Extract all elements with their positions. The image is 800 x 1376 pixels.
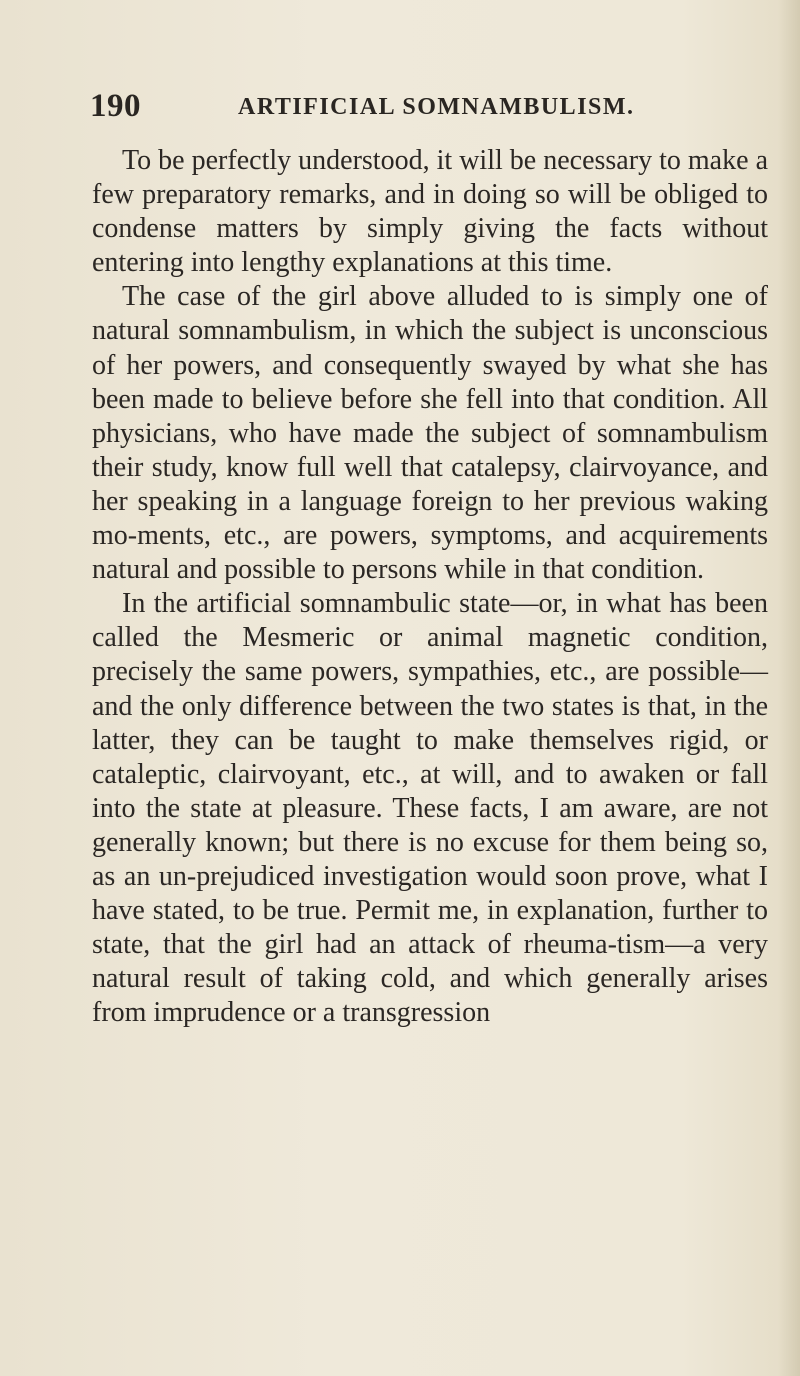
running-head: ARTIFICIAL SOMNAMBULISM. (238, 94, 635, 120)
page-edge-shadow (778, 0, 800, 1376)
page-header (90, 88, 730, 128)
paragraph-3: In the artificial somnambulic state—or, in what has been called the Mesmeric or animal magnetic condition, precisely the same powers, sympathies, etc., are possible—and the only difference between the two states is that, in the latter, they can be taught to make themselves rigid, or cataleptic, clairvoyant, etc., at will, and to awaken or fall into the state at pleasure. These facts, I am aware, are not generally known; but there is no excuse for them being so, as an un-prejudiced investigation would soon prove, what I have stated, to be true. Permit me, in explanation, further to state, that the girl had an attack of rheuma-tism—a very natural result of taking cold, and which generally arises from imprudence or a transgression (92, 588, 768, 1029)
paragraph-2: The case of the girl above alluded to is simply one of natural somnambulism, in which the subject is unconscious of her powers, and consequently swayed by what she has been made to believe before she fell into that condition. All physicians, who have made the subject of somnambulism their study, know full well that catalepsy, clairvoyance, and her speaking in a language foreign to her previous waking mo-ments, etc., are powers, symptoms, and acquirements natural and possible to persons while in that condition. (92, 281, 768, 586)
page-number: 190 (90, 88, 141, 124)
body-text (92, 144, 768, 1030)
paragraph-1: To be perfectly understood, it will be necessary to make a few preparatory remarks, and in doing so will be obliged to condense matters by simply giving the facts without entering into lengthy explanations at this time. (92, 145, 768, 279)
